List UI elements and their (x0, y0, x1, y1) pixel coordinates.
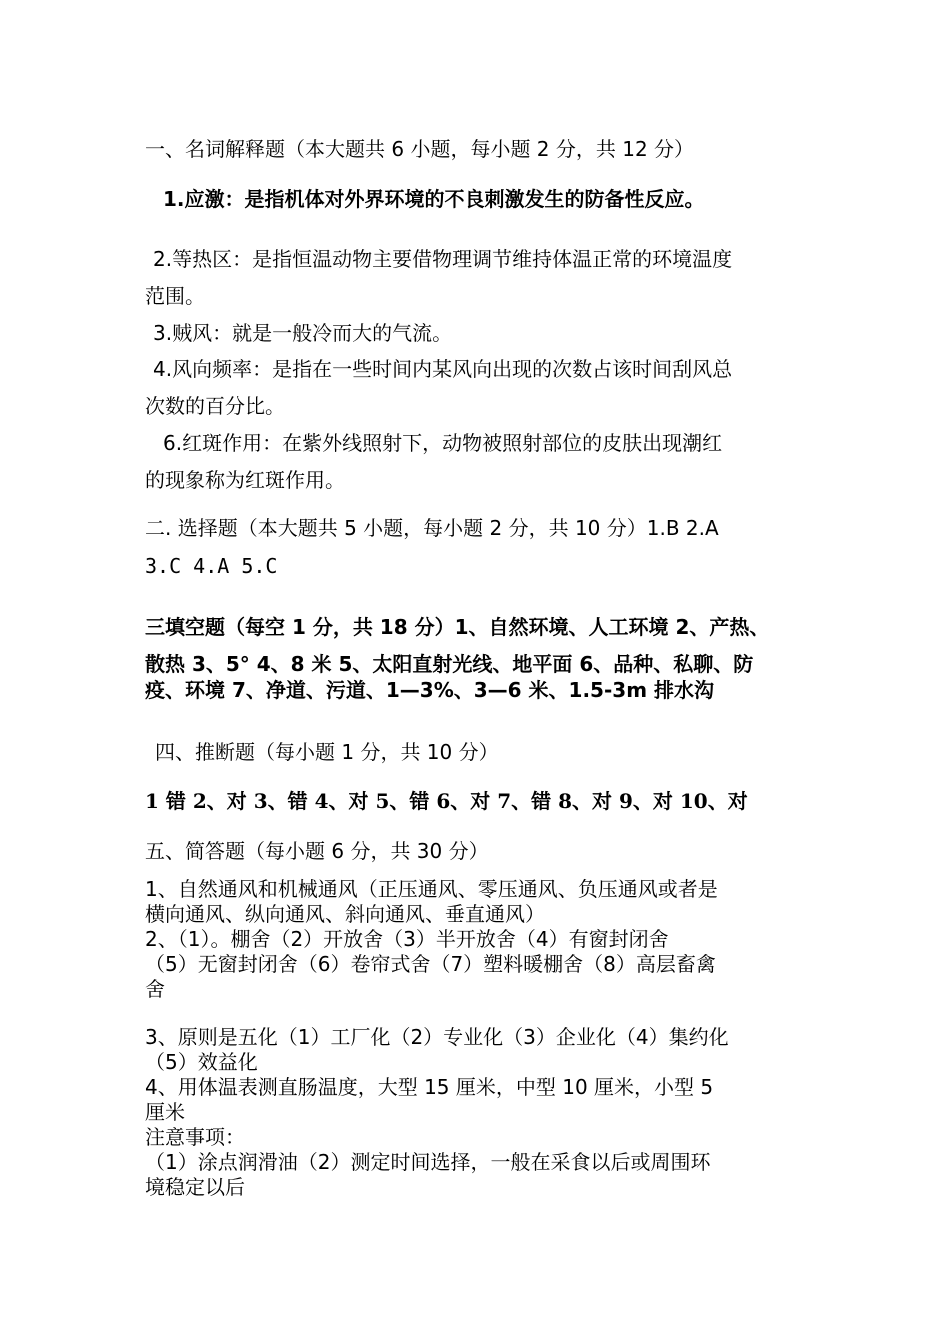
section-5-line: （1）涂点润滑油（2）测定时间选择，一般在采食以后或周围环 (145, 1150, 711, 1174)
section-5-line: （5）效益化 (145, 1050, 258, 1074)
section-4-answers: 1 错 2、对 3、错 4、对 5、错 6、对 7、错 8、对 9、对 10、对 (145, 789, 748, 813)
definition-4-cont: 次数的百分比。 (145, 394, 285, 418)
section-2-line-1: 二. 选择题（本大题共 5 小题，每小题 2 分，共 10 分）1.B 2.A (145, 516, 719, 540)
section-4-heading: 四、推断题（每小题 1 分，共 10 分） (155, 740, 499, 764)
section-5-line: 横向通风、纵向通风、斜向通风、垂直通风） (145, 902, 545, 926)
section-5-line: （5）无窗封闭舍（6）卷帘式舍（7）塑料暖棚舍（8）高层畜禽 (145, 952, 716, 976)
definition-4: 4.风向频率：是指在一些时间内某风向出现的次数占该时间刮风总 (153, 357, 733, 381)
section-5-line: 注意事项： (145, 1125, 245, 1149)
section-5-line: 3、原则是五化（1）工厂化（2）专业化（3）企业化（4）集约化 (145, 1025, 729, 1049)
section-1-heading: 一、名词解释题（本大题共 6 小题，每小题 2 分，共 12 分） (145, 137, 695, 161)
definition-2-cont: 范围。 (145, 284, 205, 308)
section-5-line: 舍 (145, 977, 165, 1001)
definition-2: 2.等热区：是指恒温动物主要借物理调节维持体温正常的环境温度 (153, 247, 733, 271)
section-5-line: 4、用体温表测直肠温度，大型 15 厘米，中型 10 厘米，小型 5 (145, 1075, 714, 1099)
section-5-line: 厘米 (145, 1100, 185, 1124)
section-5-heading: 五、简答题（每小题 6 分，共 30 分） (145, 839, 489, 863)
section-3-line-2: 散热 3、5° 4、8 米 5、太阳直射光线、地平面 6、品种、私聊、防 (145, 652, 754, 676)
section-3-line-1: 三填空题（每空 1 分，共 18 分）1、自然环境、人工环境 2、产热、 (145, 615, 770, 639)
section-5-line: 2、（1）。棚舍（2）开放舍（3）半开放舍（4）有窗封闭舍 (145, 927, 669, 951)
definition-6-cont: 的现象称为红斑作用。 (145, 468, 345, 492)
definition-3: 3.贼风：就是一般冷而大的气流。 (153, 321, 453, 345)
section-2-line-2: 3.C 4.A 5.C (145, 554, 278, 578)
section-5-line: 1、自然通风和机械通风（正压通风、零压通风、负压通风或者是 (145, 877, 718, 901)
section-5-line: 境稳定以后 (145, 1175, 245, 1199)
section-3-line-3: 疫、环境 7、净道、污道、1—3%、3—6 米、1.5-3m 排水沟 (145, 678, 714, 702)
definition-1: 1.应激：是指机体对外界环境的不良刺激发生的防备性反应。 (163, 187, 705, 211)
definition-6: 6.红斑作用：在紫外线照射下，动物被照射部位的皮肤出现潮红 (163, 431, 723, 455)
